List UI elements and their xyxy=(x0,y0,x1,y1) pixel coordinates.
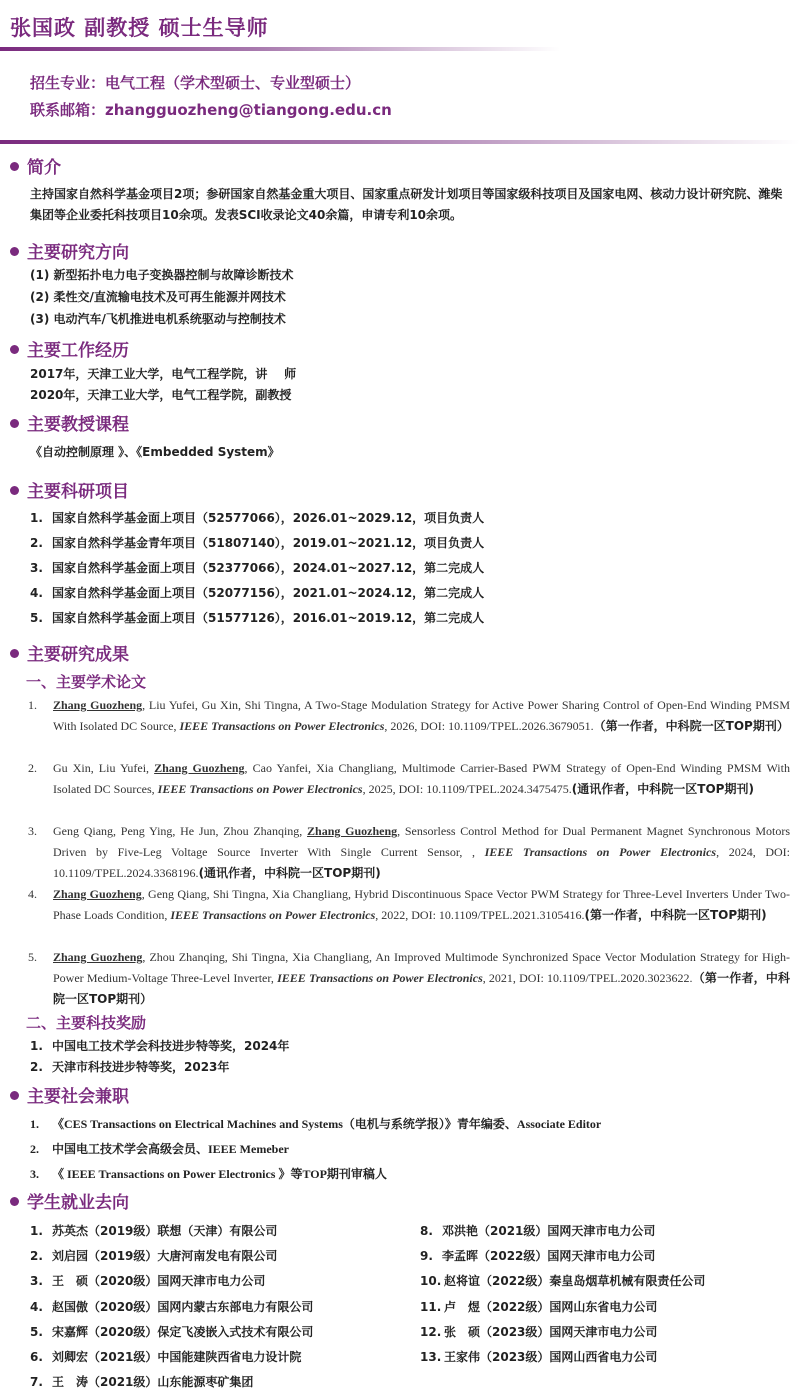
papers-heading: 一、主要学术论文 xyxy=(26,673,147,691)
project-item: 2. 国家自然科学基金青年项目（51807140），2019.01~2021.12，项目负责人 xyxy=(30,536,485,550)
bullet-icon xyxy=(10,247,19,256)
social-item: 2. 中国电工技术学会高级会员、IEEE Memeber xyxy=(30,1142,289,1156)
bullet-icon xyxy=(10,419,19,428)
employment-item: 5. 宋嘉辉（2020级）保定飞凌嵌入式技术有限公司 xyxy=(30,1325,314,1339)
paper-item: 1. Zhang Guozheng, Liu Yufei, Gu Xin, Shi Tingna, A Two-Stage Modulation Strategy for Active Power Sharing Control of Open-End Winding PMSM With Isolated DC Source, IEEE Transactions on Power Electronics, 2026, DOI: 10.1109/TPEL.2026.3679051.（第一作者，中科院一区TOP期刊） xyxy=(28,698,790,733)
header-divider-bottom xyxy=(0,140,800,144)
bullet-icon xyxy=(10,1091,19,1100)
employment-item: 8. 邓洪艳（2021级）国网天津市电力公司 xyxy=(420,1224,656,1238)
section-courses: 主要教授课程 xyxy=(10,410,129,435)
courses-text: 《自动控制原理 》、《Embedded System》 xyxy=(30,445,280,459)
employment-item: 12. 张 硕（2023级）国网天津市电力公司 xyxy=(420,1325,658,1339)
intro-text: 主持国家自然科学基金项目2项；参研国家自然基金重大项目、国家重点研发计划项目等国家级科技项目及国家电网、核动力设计研究院、潍柴集团等企业委托科技项目10余项。发表SCI收录论文40余篇，申请专利10余项。 xyxy=(30,187,783,222)
bullet-icon xyxy=(10,162,19,171)
employment-item: 4. 赵国傲（2020级）国网内蒙古东部电力有限公司 xyxy=(30,1300,314,1314)
employment-item: 2. 刘启园（2019级）大唐河南发电有限公司 xyxy=(30,1249,278,1263)
employment-item: 11. 卢 煜（2022级）国网山东省电力公司 xyxy=(420,1300,658,1314)
section-intro: 简介 xyxy=(10,153,61,178)
project-item: 3. 国家自然科学基金面上项目（52377066），2024.01~2027.12，第二完成人 xyxy=(30,561,485,575)
bullet-icon xyxy=(10,1197,19,1206)
header-divider xyxy=(0,47,560,51)
contact-email[interactable]: 联系邮箱：zhangguozheng@tiangong.edu.cn xyxy=(30,101,392,119)
bullet-icon xyxy=(10,649,19,658)
paper-item: 2. Gu Xin, Liu Yufei, Zhang Guozheng, Cao Yanfei, Xia Changliang, Multimode Carrier-Based PWM Strategy of Open-End Winding PMSM With Isolated DC Sources, IEEE Transactions on Power Electronics, 2025, DOI: 10.1109/TPEL.2024.3475475.(通讯作者，中科院一区TOP期刊) xyxy=(28,761,790,796)
paper-item: 4. Zhang Guozheng, Geng Qiang, Shi Tingna, Xia Changliang, Hybrid Discontinuous Space Vector PWM Strategy for Three-Level Inverters Under Two-Phase Loads Condition, IEEE Transactions on Power Electronics, 2022, DOI: 10.1109/TPEL.2021.3105416.(第一作者，中科院一区TOP期刊) xyxy=(28,887,791,922)
section-research: 主要研究方向 xyxy=(10,238,129,263)
research-item: (3) 电动汽车/飞机推进电机系统驱动与控制技术 xyxy=(30,312,286,326)
bullet-icon xyxy=(10,486,19,495)
work-item: 2020年，天津工业大学，电气工程学院，副教授 xyxy=(30,388,292,402)
section-results: 主要研究成果 xyxy=(10,640,129,665)
award-item: 1. 中国电工技术学会科技进步特等奖，2024年 xyxy=(30,1039,290,1053)
research-item: (1) 新型拓扑电力电子变换器控制与故障诊断技术 xyxy=(30,268,294,282)
section-social: 主要社会兼职 xyxy=(10,1082,129,1107)
employment-item: 13. 王家伟（2023级）国网山西省电力公司 xyxy=(420,1350,658,1364)
bullet-icon xyxy=(10,345,19,354)
section-projects: 主要科研项目 xyxy=(10,477,129,502)
project-item: 4. 国家自然科学基金面上项目（52077156），2021.01~2024.12，第二完成人 xyxy=(30,586,485,600)
employment-item: 6. 刘卿宏（2021级）中国能建陕西省电力设计院 xyxy=(30,1350,302,1364)
page-title: 张国政 副教授 硕士生导师 xyxy=(10,16,269,40)
social-item: 1. 《CES Transactions on Electrical Machines and Systems（电机与系统学报）》青年编委、Associate Editor xyxy=(30,1117,602,1131)
section-work: 主要工作经历 xyxy=(10,336,129,361)
project-item: 1. 国家自然科学基金面上项目（52577066），2026.01~2029.12，项目负责人 xyxy=(30,511,485,525)
paper-item: 5. Zhang Guozheng, Zhou Zhanqing, Shi Tingna, Xia Changliang, An Improved Multimode Synchronized Space Vector Modulation Strategy for High-Power Medium-Voltage Three-Level Inverter, IEEE Transactions on Power Electronics, 2021, DOI: 10.1109/TPEL.2020.3023622.（第一作者，中科院一区TOP期刊） xyxy=(28,950,791,1006)
employment-item: 1. 苏英杰（2019级）联想（天津）有限公司 xyxy=(30,1224,278,1238)
recruit-major: 招生专业：电气工程（学术型硕士、专业型硕士） xyxy=(30,74,361,92)
employment-item: 3. 王 硕（2020级）国网天津市电力公司 xyxy=(30,1274,266,1288)
social-item: 3. 《 IEEE Transactions on Power Electronics 》等TOP期刊审稿人 xyxy=(30,1167,387,1181)
award-item: 2. 天津市科技进步特等奖，2023年 xyxy=(30,1060,230,1074)
employment-item: 7. 王 涛（2021级）山东能源枣矿集团 xyxy=(30,1375,254,1389)
project-item: 5. 国家自然科学基金面上项目（51577126），2016.01~2019.12，第二完成人 xyxy=(30,611,485,625)
research-item: (2) 柔性交/直流输电技术及可再生能源并网技术 xyxy=(30,290,286,304)
awards-heading: 二、主要科技奖励 xyxy=(26,1014,147,1032)
employment-item: 9. 李孟晖（2022级）国网天津市电力公司 xyxy=(420,1249,656,1263)
section-employment: 学生就业去向 xyxy=(10,1188,129,1213)
paper-item: 3. Geng Qiang, Peng Ying, He Jun, Zhou Zhanqing, Zhang Guozheng, Sensorless Control Method for Dual Permanent Magnet Synchronous Motors Driven by Five-Leg Voltage Source Inverter With Single Current Sensor, , IEEE Transactions on Power Electronics, 2024, DOI: 10.1109/TPEL.2024.3368196.(通讯作者，中科院一区TOP期刊) xyxy=(28,824,791,880)
work-item: 2017年，天津工业大学，电气工程学院，讲 师 xyxy=(30,367,297,381)
employment-item: 10. 赵将谊（2022级）秦皇岛烟草机械有限责任公司 xyxy=(420,1274,706,1288)
